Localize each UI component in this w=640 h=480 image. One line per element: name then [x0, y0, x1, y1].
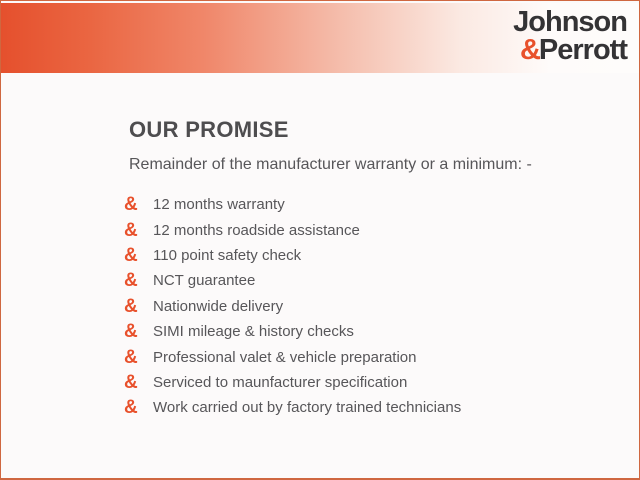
johnson-perrott-logo: [513, 8, 627, 65]
ampersand-bullet-icon: &: [124, 295, 138, 317]
promise-item-label: 12 months roadside assistance: [153, 221, 360, 239]
promise-item-label: 12 months warranty: [153, 196, 285, 214]
list-item: [124, 395, 639, 420]
logo-perrott-text: Perrott: [538, 34, 627, 67]
ampersand-bullet-icon: &: [124, 244, 138, 266]
promise-list: [124, 192, 639, 421]
list-item: [124, 294, 639, 319]
promise-item-label: Serviced to maunfacturer specification: [153, 373, 408, 391]
promise-content: [1, 117, 639, 421]
promise-item-label: Nationwide delivery: [153, 297, 284, 315]
list-item: [124, 243, 639, 268]
list-item: [124, 319, 639, 344]
ampersand-bullet-icon: &: [124, 219, 138, 241]
page-title: OUR PROMISE: [129, 117, 289, 142]
ampersand-bullet-icon: &: [124, 270, 138, 292]
promise-item-label: Professional valet & vehicle preparation: [153, 348, 417, 366]
logo-johnson-text: Johnson: [513, 6, 627, 38]
logo-line1: [513, 8, 627, 36]
ampersand-bullet-icon: &: [124, 321, 138, 343]
promise-subtitle: Remainder of the manufacturer warranty or a minimum: -: [129, 156, 532, 173]
logo-ampersand-icon: &: [519, 34, 539, 67]
promise-item-label: NCT guarantee: [153, 272, 256, 290]
list-item: [124, 217, 639, 242]
list-item: [124, 370, 639, 395]
ampersand-bullet-icon: &: [124, 194, 138, 216]
list-item: [124, 192, 639, 217]
logo-line2: [513, 34, 627, 67]
list-item: [124, 268, 639, 293]
list-item: [124, 344, 639, 369]
promise-item-label: Work carried out by factory trained technicians: [153, 399, 462, 417]
ampersand-bullet-icon: &: [124, 397, 138, 419]
promise-item-label: 110 point safety check: [153, 246, 302, 264]
ampersand-bullet-icon: &: [124, 371, 138, 393]
ampersand-bullet-icon: &: [124, 346, 138, 368]
promise-item-label: SIMI mileage & history checks: [153, 323, 354, 341]
